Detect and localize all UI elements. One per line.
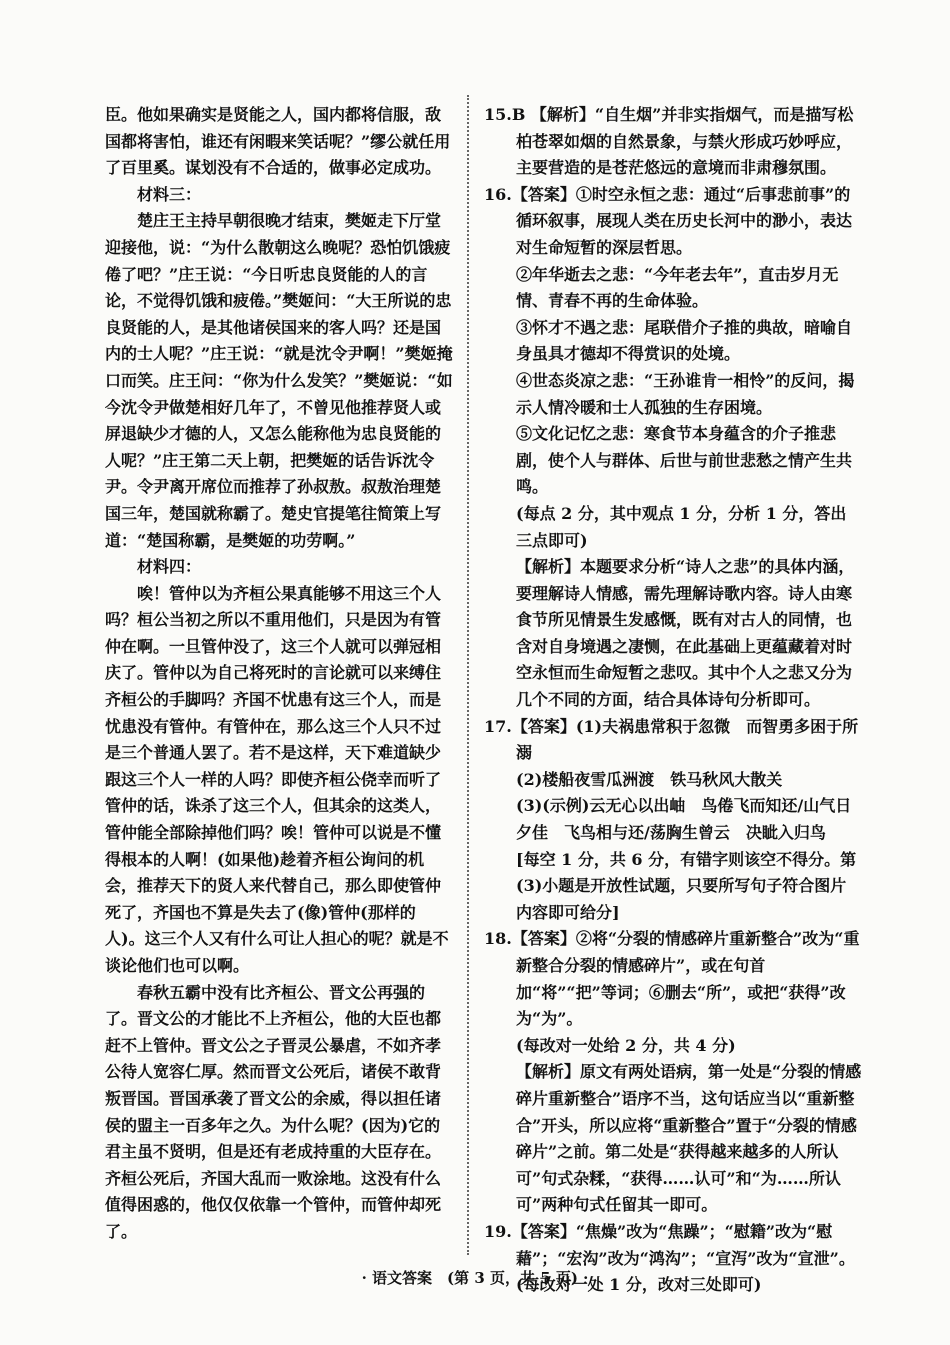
answer-q18: 18.【答案】②将“分裂的情感碎片重新整合”改为“重新整合分裂的情感碎片”，或在句首加“将”“把”等词；⑥删去“所”，或把“获得”改为“为”。 [484, 929, 860, 1029]
answer-point: ④世态炎凉之悲：“王孙谁肯一相怜”的反问，揭示人情冷暖和士人孤独的生存困境。 [516, 370, 855, 417]
analysis: 【解析】原文有两处语病，第一处是“分裂的情感碎片重新整合”语序不当，这句话应当以“重新整合”开头，所以应将“重新整合”置于“分裂的情感碎片”之前。第二处是“获得越来越多的人所认可”句式杂糅，“获得……认可”和“为……所认可”两种句式任留其一即可。 [516, 1062, 862, 1215]
answer-point: (2)楼船夜雪瓜洲渡 铁马秋风大散关 [516, 769, 783, 789]
answer-q19: 19.【答案】“焦燥”改为“焦躁”；“慰籍”改为“慰藉”；“宏沟”改为“鸿沟”；“宣泻”改为“宣泄”。 [484, 1221, 855, 1268]
score-note: [每空 1 分，共 6 分，有错字则该空不得分。第(3)小题是开放性试题，只要所写句子符合图片内容即可给分] [516, 849, 857, 922]
page-footer: · 语文答案 (第 3 页，共 5 页) · [361, 1269, 589, 1287]
column-divider [467, 95, 469, 1255]
score-note: (每改对一处给 2 分，共 4 分) [516, 1035, 736, 1055]
paragraph: 楚庄王主持早朝很晚才结束，樊姬走下厅堂迎接他，说：“为什么散朝这么晚呢？恐怕饥饿疲倦了吧？”庄王说：“今日听忠良贤能的人的言论，不觉得饥饿和疲倦。”樊姬问：“大王所说的忠良贤能的人，是其他诸侯国来的客人吗？还是国内的士人呢？”庄王说：“就是沈令尹啊！”樊姬掩口而笑。庄王问：“你为什么发笑？”樊姬说：“如今沈令尹做楚相好几年了，不曾见他推荐贤人或屏退缺少才德的人，又怎么能称他为忠良贤能的人呢？”庄王第二天上朝，把樊姬的话告诉沈令尹。令尹离开席位而推荐了孙叔敖。叔敖治理楚国三年，楚国就称霸了。楚史官提笔往简策上写道：“楚国称霸，是樊姬的功劳啊。” [105, 211, 453, 550]
right-column [484, 102, 862, 1299]
answer-point: ②年华逝去之悲：“今年老去年”，直击岁月无情、青春不再的生命体验。 [516, 264, 839, 311]
answer-point: ⑤文化记忆之悲：寒食节本身蕴含的介子推悲剧，使个人与群体、后世与前世悲愁之情产生共鸣。 [516, 424, 853, 497]
answer-q16: 16.【答案】①时空永恒之悲：通过“后事悲前事”的循环叙事，展现人类在历史长河中的渺小，表达对生命短暂的深层哲思。 [484, 184, 853, 257]
score-note: (每改对一处 1 分，改对三处即可) [516, 1275, 762, 1295]
answer-point: ③怀才不遇之悲：尾联借介子推的典故，暗喻自身虽具才德却不得赏识的处境。 [516, 317, 853, 364]
analysis: 【解析】本题要求分析“诗人之悲”的具体内涵，要理解诗人情感，需先理解诗歌内容。诗人由寒食节所见情景生发感慨，既有对古人的同情，也含对自身境遇之凄恻，在此基础上更蕴藏着对时空永恒而生命短暂之悲叹。其中个人之悲又分为几个不同的方面，结合具体诗句分析即可。 [516, 557, 855, 710]
score-note: (每点 2 分，其中观点 1 分，分析 1 分，答出三点即可) [516, 503, 847, 550]
answer-q17: 17.【答案】(1)夫祸患常积于忽微 而智勇多困于所溺 [484, 716, 859, 763]
answer-q15: 15.B 【解析】“自生烟”并非实指烟气，而是描写松柏苍翠如烟的自然景象，与禁火形成巧妙呼应，主要营造的是苍茫悠远的意境而非肃穆氛围。 [484, 105, 854, 178]
left-column [105, 102, 455, 1246]
section-heading: 材料四： [137, 557, 202, 577]
paragraph: 唉！管仲以为齐桓公果真能够不用这三个人吗？桓公当初之所以不重用他们，只是因为有管仲在啊。一旦管仲没了，这三个人就可以弹冠相庆了。管仲以为自己将死时的言论就可以来缚住齐桓公的手脚吗？齐国不忧患有这三个人，而是忧患没有管仲。有管仲在，那么这三个人只不过是三个普通人罢了。若不是这样，天下难道缺少跟这三个人一样的人吗？即使齐桓公侥幸而听了管仲的话，诛杀了这三个人，但其余的这类人，管仲能全部除掉他们吗？唉！管仲可以说是不懂得根本的人啊！(如果他)趁着齐桓公询问的机会，推荐天下的贤人来代替自己，那么即使管仲死了，齐国也不算是失去了(像)管仲(那样的人)。这三个人又有什么可让人担心的呢？就是不谈论他们也可以啊。 [105, 583, 449, 975]
answer-point: (3)(示例)云无心以出岫 鸟倦飞而知还/山气日夕佳 飞鸟相与还/荡胸生曾云 决眦入归鸟 [516, 796, 852, 843]
paragraph: 臣。他如果确实是贤能之人，国内都将信服，敌国都将害怕，谁还有闲暇来笑话呢？”缪公就任用了百里奚。谋划没有不合适的，做事必定成功。 [105, 105, 451, 178]
section-heading: 材料三： [137, 184, 202, 204]
paragraph: 春秋五霸中没有比齐桓公、晋文公再强的了。晋文公的才能比不上齐桓公，他的大臣也都赶不上管仲。晋文公之子晋灵公暴虐，不如齐孝公待人宽容仁厚。然而晋文公死后，诸侯不敢背叛晋国。晋国承袭了晋文公的余威，得以担任诸侯的盟主一百多年之久。为什么呢？(因为)它的君主虽不贤明，但是还有老成持重的大臣存在。齐桓公死后，齐国大乱而一败涂地。这没有什么值得困惑的，他仅仅依靠一个管仲，而管仲却死了。 [105, 982, 442, 1241]
